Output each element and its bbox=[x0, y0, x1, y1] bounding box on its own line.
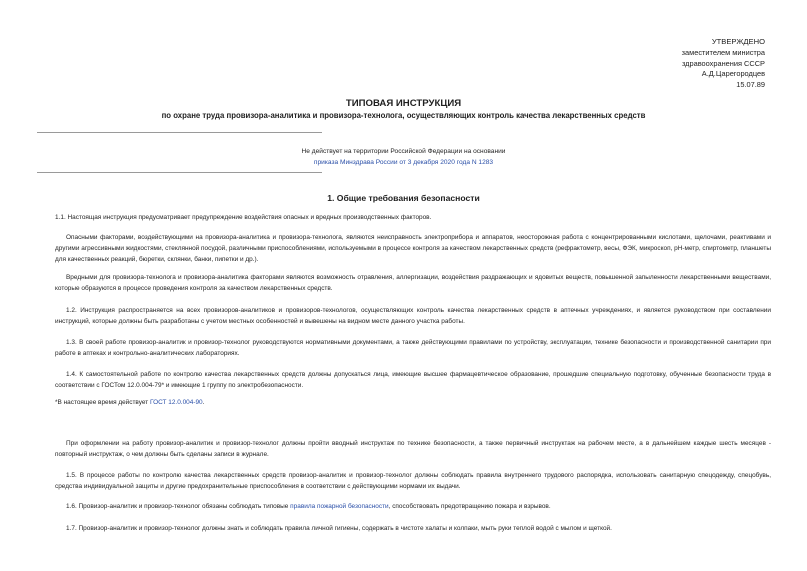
footnote-text: *В настоящее время действует bbox=[55, 399, 150, 406]
section-heading: 1. Общие требования безопасности bbox=[327, 193, 480, 203]
notice-order-link[interactable]: приказа Минздрава России от 3 декабря 2020 года N 1283 bbox=[313, 158, 494, 166]
paragraph-1-1: 1.1. Настоящая инструкция предусматривает предупреждение воздействия опасных и вредных производственных факторов. bbox=[55, 214, 432, 221]
divider-bottom bbox=[37, 172, 322, 173]
paragraph-1-3: 1.3. В своей работе провизор-аналитик и провизор-технолог руководствуются нормативными документами, а также действующими правилами по устройству, эксплуатации, технике безопасности и производственной санитарии при работе в аптеках и контрольно-аналитических лабораториях. bbox=[55, 339, 771, 358]
paragraph-1-5: 1.5. В процессе работы по контролю качества лекарственных средств провизор-аналитик и провизор-технолог должны соблюдать правила внутреннего трудового распорядка, использовать санитарную спецодежду, спецобувь, средства индивидуальной защиты и другие предохранительные приспособления в соответствии с действующими нормами их выдачи. bbox=[55, 472, 771, 491]
paragraph-hazards: Опасными факторами, воздействующими на провизора-аналитика и провизора-технолога, являются неисправность электроприбора и аппаратов, неосторожная работа с концентрированными кислотами, щелочами, реактивами и другими агрессивными жидкостями, стеклянной посудой, различными приспособлениями, используемыми в процессе контроля за качеством лекарственных средств (рефрактометр, весы, ФЭК, микроскоп, pH-метр, спиртометр, планшеты для качественных реакций, бюретки, склянки, банки, пипетки и др.). bbox=[55, 234, 771, 264]
approval-line: здравоохранения СССР bbox=[681, 58, 765, 68]
paragraph-1-6 bbox=[55, 501, 771, 512]
document-title: ТИПОВАЯ ИНСТРУКЦИЯ bbox=[345, 98, 462, 109]
paragraph-1-7: 1.7. Провизор-аналитик и провизор-технолог должны знать и соблюдать правила личной гигиены, содержать в чистоте халаты и колпаки, мыть руки теплой водой с мылом и щеткой. bbox=[66, 525, 612, 532]
approval-heading: УТВЕРЖДЕНО bbox=[711, 37, 765, 46]
fire-safety-link[interactable]: правила пожарной безопасности bbox=[290, 503, 389, 510]
footnote-end: . bbox=[202, 399, 205, 406]
approval-signatory: А.Д.Царегородцев bbox=[701, 69, 765, 79]
paragraph-1-4: 1.4. К самостоятельной работе по контролю качества лекарственных средств должны допускаться лица, имеющие высшее фармацевтическое образование, прошедшие специальную подготовку, обученные безопасности труда в соответствии с ГОСТом 12.0.004-79* и имеющие 1 группу по электробезопасности. bbox=[55, 371, 771, 390]
approval-block bbox=[682, 37, 765, 91]
approval-line: заместителем министра bbox=[681, 47, 765, 57]
p16-end: , способствовать предотвращению пожара и взрывов. bbox=[388, 503, 551, 510]
p16-start: 1.6. Провизор-аналитик и провизор-технолог обязаны соблюдать типовые bbox=[66, 503, 291, 510]
document-subtitle: по охране труда провизора-аналитика и провизора-технолога, осуществляющих контроль качества лекарственных средств bbox=[161, 111, 646, 120]
footnote bbox=[55, 397, 771, 408]
divider-top bbox=[37, 132, 322, 133]
approval-date: 15.07.89 bbox=[736, 80, 765, 90]
paragraph-harmful-factors: Вредными для провизора-технолога и провизора-аналитика факторами являются возможность отравления, аллергизации, воздействия раздражающих и ядовитых веществ, повышенной запыленности лекарственными веществами, которые образуются в процессе проведения контроля за качеством лекарственных средств. bbox=[55, 274, 771, 293]
paragraph-briefing: При оформлении на работу провизор-аналитик и провизор-технолог должны пройти вводный инструктаж по технике безопасности, а также первичный инструктаж на рабочем месте, а в дальнейшем каждые шесть месяцев - повторный инструктаж, о чем должны быть сделаны записи в журнале. bbox=[55, 440, 771, 459]
gost-link[interactable]: ГОСТ 12.0.004-90 bbox=[149, 399, 203, 406]
notice-block bbox=[0, 147, 807, 168]
paragraph-1-2: 1.2. Инструкция распространяется на всех провизоров-аналитиков и провизоров-технологов, осуществляющих контроль качества лекарственных средств в аптечных учреждениях, и является руководством при составлении инструкций, которые должны быть разработаны с учетом местных особенностей и вывешены на видном месте данного участка работы. bbox=[55, 307, 771, 326]
notice-text: Не действует на территории Российской Федерации на основании bbox=[301, 148, 506, 155]
